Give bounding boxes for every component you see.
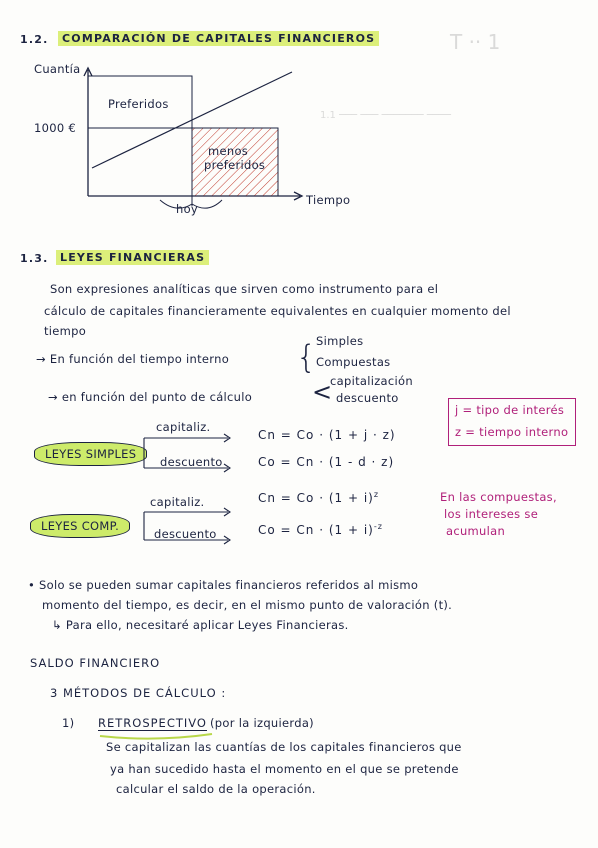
capitalizacion-label: capitalización	[330, 374, 413, 388]
simples-cap-label: capitaliz.	[156, 420, 211, 434]
exponent: -z	[373, 522, 383, 531]
methods-heading: 3 MÉTODOS DE CÁLCULO :	[50, 686, 227, 700]
compuestas-label: Compuestas	[316, 355, 391, 369]
method-1-number: 1)	[62, 716, 75, 730]
x-axis-label: Tiempo	[306, 193, 351, 207]
bleed-through-text: 1.1 ─── ─── ─────── ────	[320, 110, 451, 121]
less-preferred-label-2: preferidos	[204, 158, 266, 172]
comp-cap-label: capitaliz.	[150, 495, 205, 509]
classification-time: → En función del tiempo interno	[36, 352, 230, 366]
section-number: 1.2.	[20, 33, 49, 46]
notation-z: z = tiempo interno	[455, 425, 569, 439]
descuento-label: descuento	[336, 391, 399, 405]
bullet-line-1: • Solo se pueden sumar capitales financieros referidos al mismo	[28, 578, 419, 592]
less-preferred-label-1: menos	[208, 144, 249, 158]
classification-point: → en función del punto de cálculo	[48, 390, 253, 404]
comparison-graph	[0, 0, 598, 230]
comp-note-line-3: acumulan	[446, 524, 506, 538]
brace-icon: {	[296, 338, 317, 376]
angle-bracket-icon: <	[312, 378, 333, 406]
y-axis-label: Cuantía	[34, 62, 81, 76]
method-1-line-3: calcular el saldo de la operación.	[116, 782, 316, 796]
formula-simple-cap: Cn = Co · (1 + j · z)	[258, 428, 396, 442]
method-1-line-2: ya han sucedido hasta el momento en el que se pretende	[110, 762, 459, 776]
method-1-note: (por la izquierda)	[210, 716, 314, 730]
comp-note-line-1: En las compuestas,	[440, 490, 557, 504]
simples-desc-label: descuento	[160, 455, 223, 469]
bullet-line-3: ↳ Para ello, necesitaré aplicar Leyes Financieras.	[52, 618, 349, 632]
method-1-line-1: Se capitalizan las cuantías de los capitales financieros que	[106, 740, 462, 754]
section-number: 1.3.	[20, 252, 49, 265]
notation-j: j = tipo de interés	[455, 403, 565, 417]
definition-line-2: cálculo de capitales financieramente equivalentes en cualquier momento del	[44, 304, 511, 318]
definition-line-1: Son expresiones analíticas que sirven como instrumento para el	[50, 282, 439, 296]
formula-simple-desc: Co = Cn · (1 - d · z)	[258, 455, 395, 469]
bleed-through-text: T ·· 1	[450, 30, 501, 54]
saldo-title: SALDO FINANCIERO	[30, 656, 161, 670]
comp-desc-label: descuento	[154, 527, 217, 541]
section-title: LEYES FINANCIERAS	[56, 250, 209, 265]
leyes-simples-label: LEYES SIMPLES	[34, 442, 147, 466]
bullet-line-2: momento del tiempo, es decir, en el mismo punto de valoración (t).	[42, 598, 453, 612]
formula-comp-desc: $Co = Cn \cdot (1 + i)^{-z}$	[258, 522, 383, 537]
definition-line-3: tiempo	[44, 324, 87, 338]
simples-label: Simples	[316, 334, 364, 348]
method-1-title: RETROSPECTIVO	[98, 716, 207, 730]
section-title: COMPARACIÓN DE CAPITALES FINANCIEROS	[58, 31, 379, 46]
x-tick-label: hoy	[176, 202, 199, 216]
preferred-label: Preferidos	[108, 97, 169, 111]
formula-comp-cap: $Cn = Co \cdot (1 + i)^z$	[258, 490, 380, 505]
y-tick-label: 1000 €	[34, 121, 77, 135]
leyes-comp-label: LEYES COMP.	[30, 514, 130, 538]
exponent: z	[373, 490, 380, 499]
comp-note-line-2: los intereses se	[444, 507, 539, 521]
